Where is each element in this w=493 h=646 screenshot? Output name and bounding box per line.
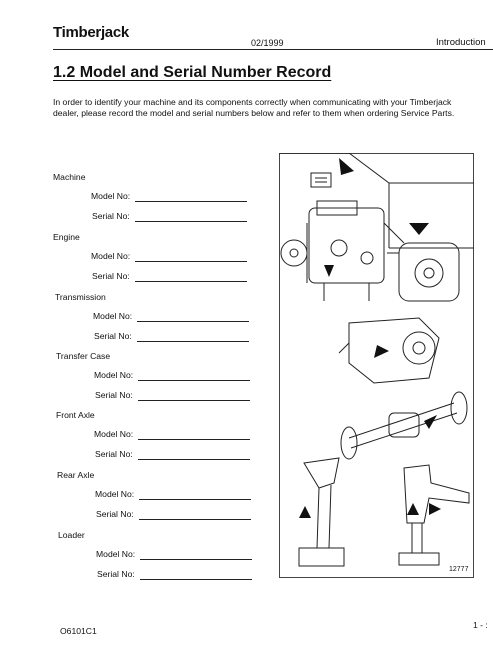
loader-drawing [299, 458, 469, 566]
model-entry-line[interactable] [139, 499, 251, 500]
serial-entry-line[interactable] [137, 341, 249, 342]
page-title: 1.2 Model and Serial Number Record [53, 64, 332, 81]
transfer-case-drawing [339, 318, 439, 383]
serial-label: Serial No: [92, 271, 130, 281]
model-entry-line[interactable] [138, 380, 250, 381]
serial-label: Serial No: [97, 569, 135, 579]
group-label: Engine [53, 232, 80, 242]
serial-entry-line[interactable] [138, 459, 250, 460]
group-label: Transfer Case [56, 351, 111, 361]
header-rule [53, 49, 493, 50]
serial-entry-line[interactable] [140, 579, 252, 580]
header-date: 02/1999 [251, 38, 284, 48]
serial-entry-line[interactable] [139, 519, 251, 520]
serial-label: Serial No: [95, 390, 133, 400]
brand-logo: Timberjack [53, 24, 129, 41]
model-entry-line[interactable] [137, 321, 249, 322]
model-entry-line[interactable] [135, 261, 247, 262]
page-number: 1 - : [473, 620, 488, 630]
group-label: Transmission [55, 292, 106, 302]
serial-label: Serial No: [95, 449, 133, 459]
figure-number: 12777 [449, 566, 469, 573]
model-entry-line[interactable] [140, 559, 252, 560]
model-label: Model No: [94, 429, 134, 439]
serial-entry-line[interactable] [138, 400, 250, 401]
serial-label: Serial No: [92, 211, 130, 221]
model-entry-line[interactable] [138, 439, 250, 440]
model-label: Model No: [91, 251, 131, 261]
serial-entry-line[interactable] [135, 221, 247, 222]
model-label: Model No: [96, 549, 136, 559]
document-code: O6101C1 [60, 626, 97, 636]
engine-drawing [281, 201, 404, 301]
model-entry-line[interactable] [135, 201, 247, 202]
component-illustration [279, 153, 474, 578]
model-label: Model No: [95, 489, 135, 499]
serial-label: Serial No: [96, 509, 134, 519]
group-label: Machine [53, 172, 86, 182]
intro-paragraph: In order to identify your machine and its components correctly when communicating with your Timberjack dealer, please record the model and serial numbers below and refer to them when ordering Service Parts. [53, 97, 455, 118]
model-label: Model No: [91, 191, 131, 201]
group-label: Rear Axle [57, 470, 95, 480]
transmission-drawing [387, 243, 459, 301]
front-axle-drawing [341, 392, 467, 459]
serial-label: Serial No: [94, 331, 132, 341]
group-label: Front Axle [56, 410, 95, 420]
model-label: Model No: [93, 311, 133, 321]
model-label: Model No: [94, 370, 134, 380]
group-label: Loader [58, 530, 85, 540]
header-section: Introduction [436, 37, 486, 48]
serial-entry-line[interactable] [135, 281, 247, 282]
